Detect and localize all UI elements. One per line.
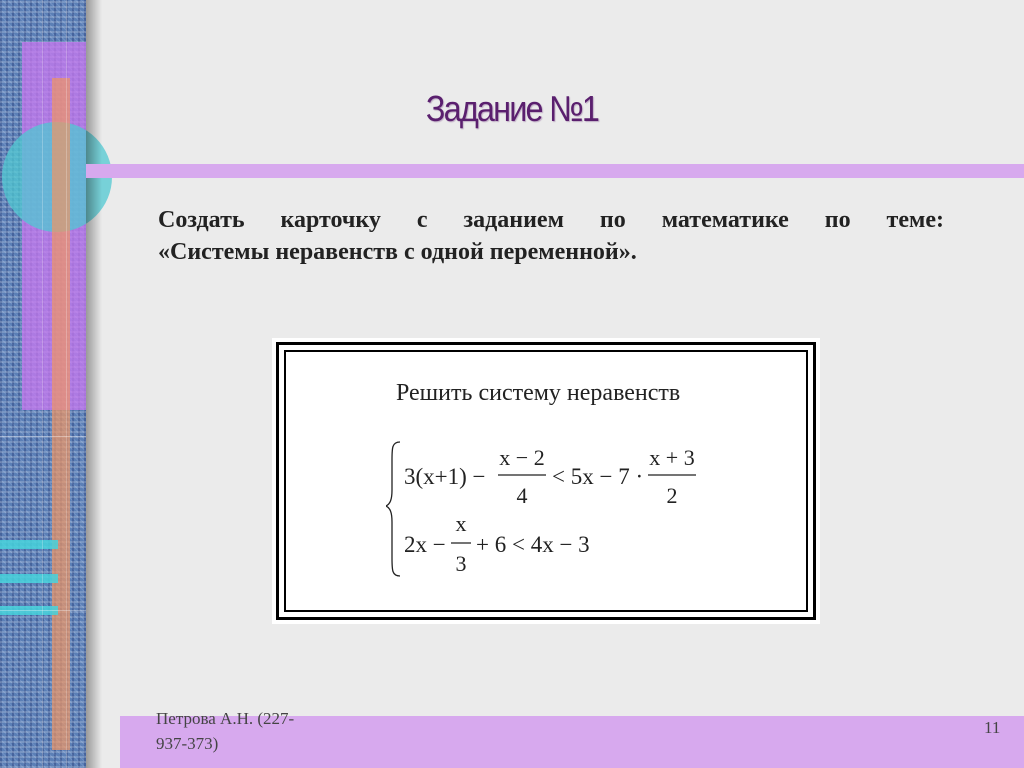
ineq1-middle: < 5x − 7 · [552, 464, 644, 489]
author-line1: Петрова А.Н. (227- [156, 709, 295, 728]
task-text-line1: Создать карточку с заданием по математике по теме: [158, 207, 944, 233]
page-number: 11 [984, 718, 1001, 737]
system-brace [386, 442, 400, 576]
title-underline-band [86, 164, 1024, 178]
decorative-cyan-bar [0, 540, 58, 549]
ineq1-frac2-numerator: x + 3 [649, 445, 695, 470]
task-text [158, 204, 944, 268]
ineq2-rest: + 6 < 4x − 3 [476, 532, 590, 557]
ineq1-frac1-numerator: x − 2 [499, 445, 545, 470]
slide-title: Задание №1 [425, 88, 599, 129]
decorative-line [0, 610, 86, 611]
decorative-cyan-bar [0, 574, 58, 583]
task-card [272, 338, 820, 624]
decorative-orange-bar [52, 78, 70, 750]
decorative-line [42, 0, 43, 768]
card-heading: Решить систему неравенств [396, 380, 681, 406]
ineq2-prefix: 2x − [404, 532, 446, 557]
task-text-line2: «Системы неравенств с одной переменной». [158, 239, 637, 265]
ineq1-frac1-denominator: 4 [516, 483, 528, 508]
ineq2-frac-denominator: 3 [455, 551, 467, 576]
inequality-system [386, 434, 706, 584]
ineq1-frac2-denominator: 2 [666, 483, 678, 508]
decorative-line [0, 436, 86, 437]
author-line2: 937-373) [156, 734, 219, 753]
ineq1-prefix: 3(x+1) − [404, 464, 486, 489]
author-info [156, 706, 336, 756]
ineq2-frac-numerator: x [455, 511, 467, 536]
